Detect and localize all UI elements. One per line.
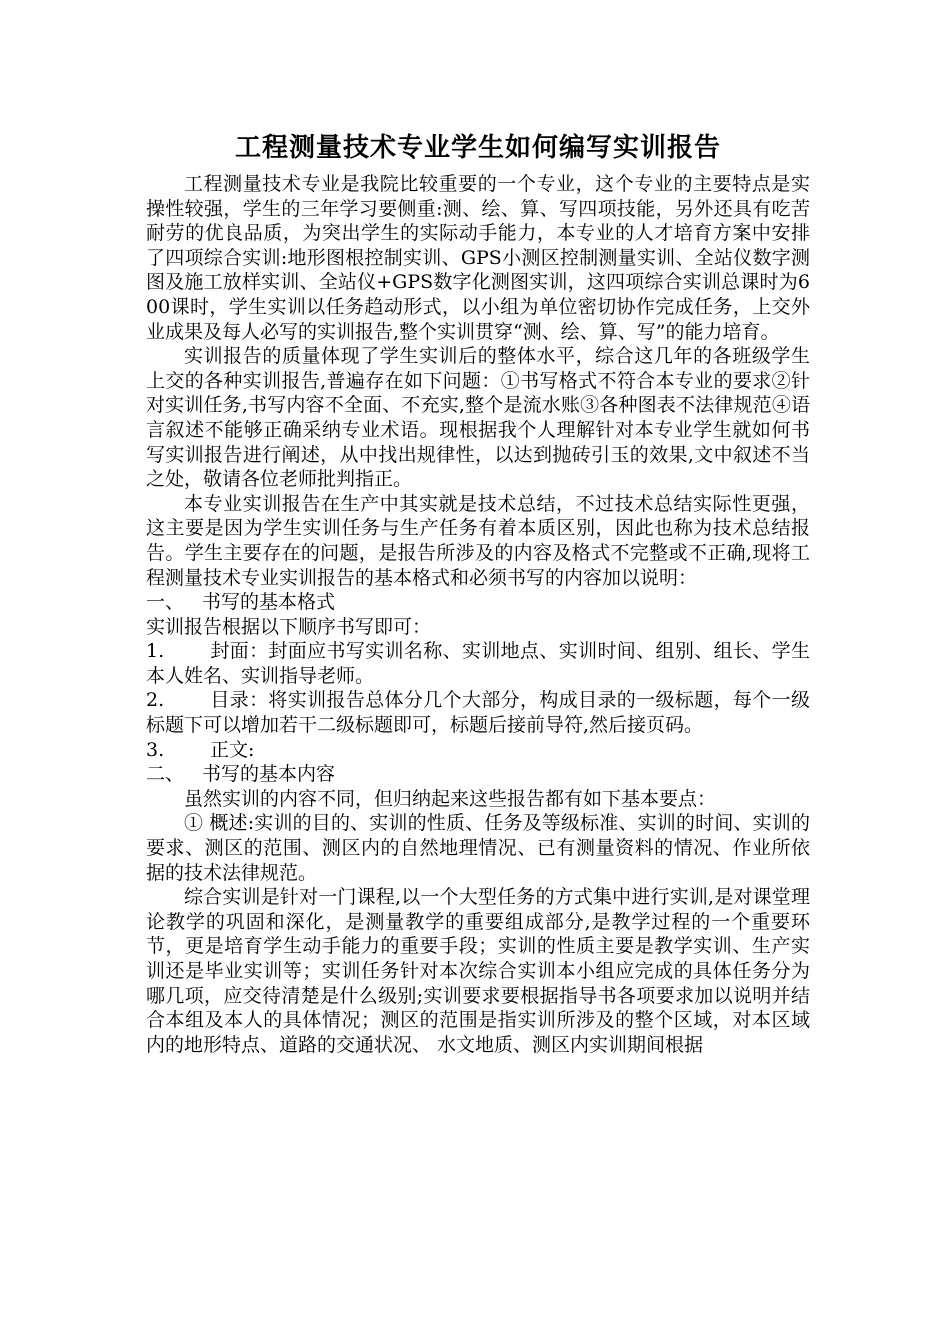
document-title: 工程测量技术专业学生如何编写实训报告 [234, 133, 721, 163]
document-page [146, 128, 810, 1057]
list-number: 1. [146, 640, 165, 663]
list-number: 3. [146, 738, 165, 761]
paragraph-comprehensive: 综合实训是针对一门课程,以一个大型任务的方式集中进行实训,是对课堂理论教学的巩固和深化，是测量教学的重要组成部分,是教学过程的一个重要环节，更是培育学生动手能力的重要手段；实训的性质主要是教学实训、生产实训还是毕业实训等；实训任务针对本次综合实训本小组应完成的具体任务分为哪几项，应交待清楚是什么级别;实训要求要根据指导书各项要求加以说明并结合本组及本人的具体情况；测区的范围是指实训所涉及的整个区域，对本区域内的地形特点、道路的交通状况、 水文地质、测区内实训期间根据 [146, 886, 810, 1056]
paragraph-summary: 本专业实训报告在生产中其实就是技术总结，不过技术总结实际性更强，这主要是因为学生实训任务与生产任务有着本质区别，因此也称为技术总结报告。学生主要存在的问题，是报告所涉及的内容及格式不完整或不正确,现将工程测量技术专业实训报告的基本格式和必须书写的内容加以说明： [146, 492, 810, 589]
list-item-cover [146, 639, 810, 688]
paragraph-intro: 工程测量技术专业是我院比较重要的一个专业，这个专业的主要特点是实操性较强，学生的三年学习要侧重:测、绘、算、写四项技能，另外还具有吃苦耐劳的优良品质，为突出学生的实际动手能力，本专业的人才培育方案中安排了四项综合实训:地形图根控制实训、GPS小测区控制测量实训、全站仪数字测图及施工放样实训、全站仪+GPS数字化测图实训，这四项综合实训总课时为600课时，学生实训以任务趋动形式，以小组为单位密切协作完成任务，上交外业成果及每人必写的实训报告,整个实训贯穿“测、绘、算、写”的能力培育。 [146, 173, 810, 343]
list-text: 正文: [210, 738, 255, 761]
list-item-body [146, 738, 810, 763]
list-text: 目录：将实训报告总体分几个大部分，构成目录的一级标题，每个一级标题下可以增加若干二级标题即可，标题后接前导符,然后接页码。 [146, 689, 810, 737]
paragraph-problems: 实训报告的质量体现了学生实训后的整体水平，综合这几年的各班级学生上交的各种实训报告,普遍存在如下问题：①书写格式不符合本专业的要求②针对实训任务,书写内容不全面、不充实,整个是流水账③各种图表不法律规范④语言叙述不能够正确采纳专业术语。现根据我个人理解针对本专业学生就如何书写实训报告进行阐述，从中找出规律性，以达到抛砖引玉的效果,文中叙述不当之处，敬请各位老师批判指正。 [146, 345, 810, 491]
list-item-toc [146, 688, 810, 737]
section-heading-content [146, 762, 810, 787]
paragraph-overview: ① 概述:实训的目的、实训的性质、任务及等级标准、实训的时间、实训的要求、测区的范围、测区内的自然地理情况、已有测量资料的情况、作业所依据的技术法律规范。 [146, 812, 810, 884]
section-heading-text: 书写的基本内容 [202, 763, 336, 786]
section-heading-format [146, 590, 810, 615]
paragraph-order: 实训报告根据以下顺序书写即可： [146, 615, 432, 638]
list-number: 2. [146, 689, 165, 712]
paragraph-key-points: 虽然实训的内容不同，但归纳起来这些报告都有如下基本要点： [184, 787, 717, 810]
section-number: 一、 [146, 591, 185, 614]
section-number: 二、 [146, 763, 185, 786]
section-heading-text: 书写的基本格式 [202, 591, 336, 614]
list-text: 封面：封面应书写实训名称、实训地点、实训时间、组别、组长、学生本人姓名、实训指导老师。 [146, 640, 810, 687]
